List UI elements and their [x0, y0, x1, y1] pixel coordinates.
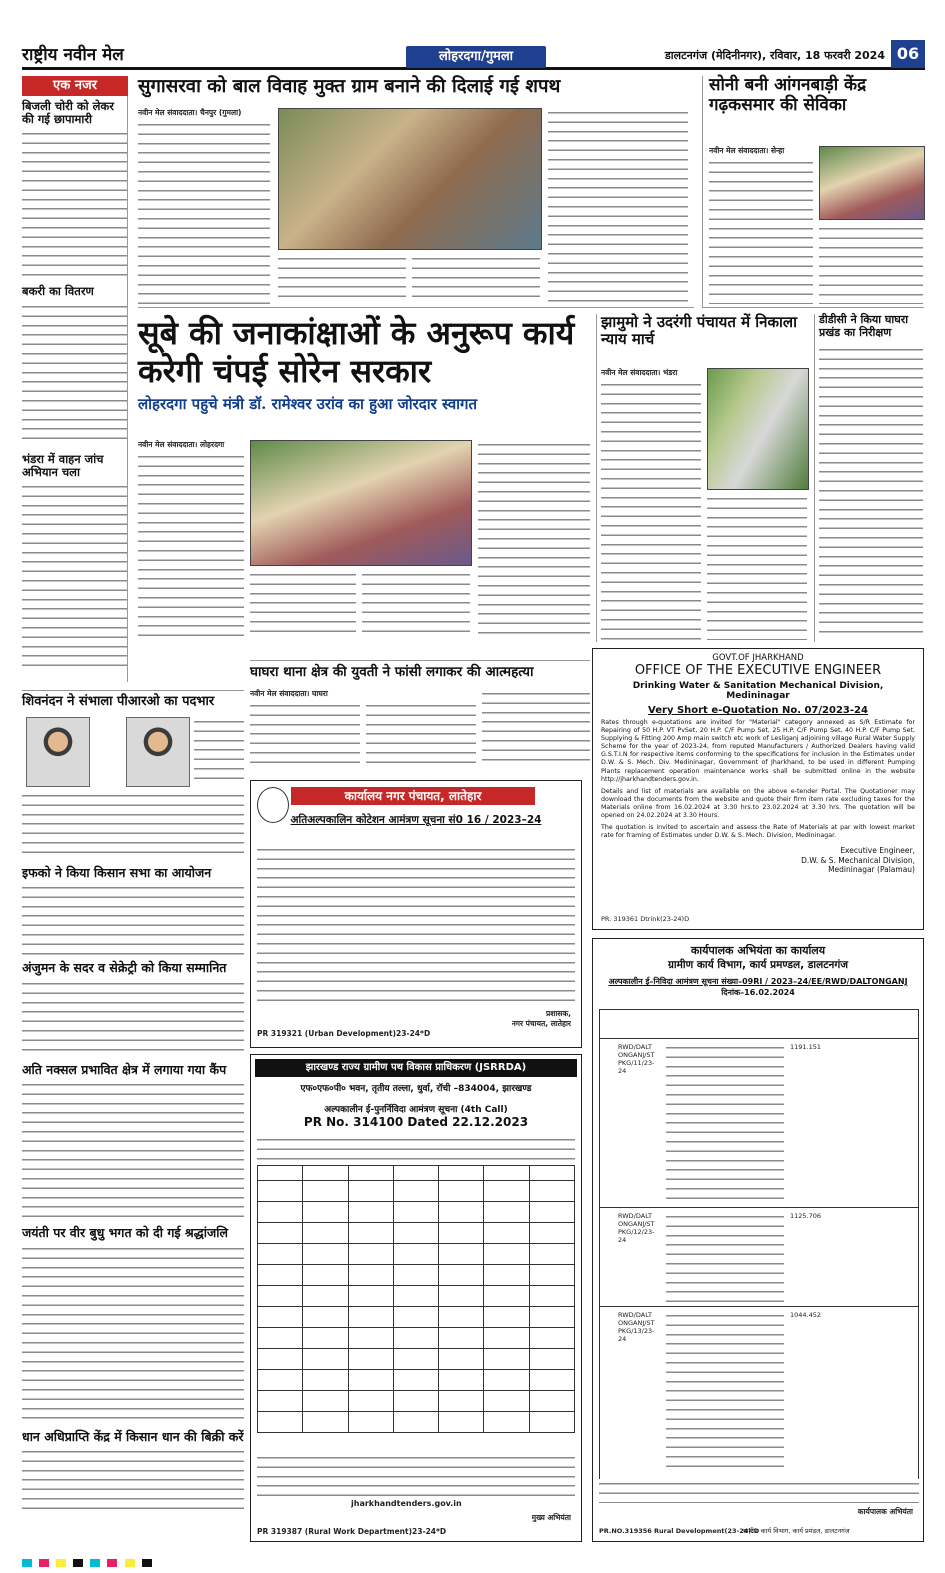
ad-septic-notice: अतिअल्पकालिन कोटेशन आमंत्रण सूचना सं0 16 / 2023–24 [290, 814, 542, 826]
ad-jsrrda-pr: PR 319387 (Rural Work Department)23-24*D [257, 1527, 447, 1536]
ad-body2: Details and list of materials are available on the above e-tender Portal. The Quotationer may download the documents from the website and quote their firm item rate excluding taxes for the Materials online from 16.02.2024 at 3.30 hrs.to 23.02.2024 at 3.30 hrs. The quotation will be opened on 24.02.2024 at 3.30 Hours. [601, 787, 915, 820]
ad-sign3: Medininagar (Palamau) [828, 865, 915, 875]
ad-signature [601, 846, 915, 875]
suicide-byline: नवीन मेल संवाददाता। घाघरा [250, 689, 328, 698]
brief-iffco-body [22, 883, 244, 955]
brief-text-1 [22, 129, 127, 279]
ad-body3: The quotation is invited to ascertain and assess the Rate of Materials at par with lowest market rate for framing of Estimates under D.W. & S. Mech. Division, Medininagar. [601, 824, 915, 840]
pao-portrait-2 [126, 717, 190, 787]
brief-camp-headline: अति नक्सल प्रभावित क्षेत्र में लगाया गया कैंप [22, 1061, 227, 1077]
ad-rwd-title1: कार्यपालक अभियंता का कार्यालय [690, 944, 826, 957]
story-body-col1 [709, 158, 813, 304]
ad-jsrrda [250, 1054, 582, 1542]
brief-iffco-headline: इफको ने किया किसान सभा का आयोजन [22, 865, 212, 880]
magenta-swatch [107, 1559, 117, 1567]
registration-color-bar [22, 1552, 925, 1562]
suicide-body-col2 [366, 701, 476, 763]
story-photo-sevika [819, 146, 925, 220]
story-body-col1 [138, 120, 270, 304]
story-main [138, 314, 590, 642]
brief-headline-3: भंडरा में वाहन जांच अभियान चला [22, 451, 104, 479]
brief-text-2 [22, 302, 127, 447]
main-byline: नवीन मेल संवाददाता। लोहरदगा [138, 440, 225, 449]
ad-septic-signatory2: नगर पंचायत, लातेहार [511, 1019, 571, 1028]
ad-sign2: D.W. & S. Mechanical Division, [801, 855, 915, 865]
ad-rwd-desc-1 [666, 1043, 784, 1203]
ad-govt: GOVT.OF JHARKHAND [712, 653, 804, 663]
march-body-col2 [707, 494, 807, 640]
ad-rwd-terms [599, 1479, 919, 1503]
story-body-col2 [819, 224, 923, 304]
story-photo-villagers [278, 108, 542, 250]
story-pao [22, 690, 244, 860]
ad-office: OFFICE OF THE EXECUTIVE ENGINEER [634, 663, 882, 678]
cyan-swatch [90, 1559, 100, 1567]
left-column [22, 76, 128, 682]
left-lower-briefs [22, 866, 244, 1542]
ad-rwd-amount-1: 1191.151 [790, 1043, 822, 1051]
section-label: लोहरदगा/गुमला [406, 46, 546, 68]
ad-executive-engineer [592, 648, 924, 930]
ad-rwd-signatory2: ग्रामीण कार्य विभाग, कार्य प्रमंडल, डालटनगंज [743, 1527, 850, 1535]
story-headline: सोनी बनी आंगनबाड़ी केंद्र गढ़कसमार की सेविका [709, 75, 867, 115]
ad-rwd-desc-3 [666, 1311, 784, 1475]
pao-body [22, 791, 244, 857]
ad-septic-tank [250, 780, 582, 1048]
ad-septic-signatory: प्रशासक, [546, 1009, 571, 1018]
cyan-swatch [22, 1559, 32, 1567]
ad-rwd-row-2 [599, 1208, 919, 1307]
ad-rwd-amount-2: 1125.706 [790, 1212, 822, 1220]
black-swatch [142, 1559, 152, 1567]
ad-rwd-title2: ग्रामीण कार्य विभाग, कार्य प्रमण्डल, डालटनगंज [667, 959, 849, 971]
ad-jsrrda-table [257, 1165, 575, 1433]
ad-jsrrda-notice: अल्पकालीन ई-पुनर्निविदा आमंत्रण सूचना (4th Call) [324, 1105, 508, 1115]
march-photo-rally [707, 368, 809, 490]
brief-paddy-headline: धान अधिप्राप्ति केंद्र में किसान धान की बिक्री करें [22, 1428, 244, 1444]
ad-septic-body [257, 845, 575, 1007]
emblem-icon [257, 787, 289, 823]
suicide-headline: घाघरा थाना क्षेत्र की युवती ने फांसी लगाकर की आत्महत्या [250, 664, 534, 680]
main-photo-minister [250, 440, 472, 566]
story-child-marriage [138, 76, 694, 308]
story-anganwadi [702, 76, 924, 308]
ad-rwd-code-2: RWD/DALT ONGANJ/ST PKG/12/23-24 [618, 1212, 655, 1244]
ad-jsrrda-title: झारखण्ड राज्य ग्रामीण पथ विकास प्राधिकरण (JSRRDA) [255, 1059, 577, 1077]
brief-camp-body [22, 1080, 244, 1220]
yellow-swatch [56, 1559, 66, 1567]
masthead [22, 40, 925, 70]
brief-headline-2: बकरी का वितरण [22, 284, 94, 299]
ad-rwd-amount-3: 1044.452 [790, 1311, 822, 1319]
story-body-col4 [548, 108, 688, 304]
ad-rwd-pr: PR.NO.319356 Rural Development(23-24):D [599, 1527, 760, 1535]
pao-portrait-1 [26, 717, 90, 787]
main-body-col2 [250, 570, 356, 638]
suicide-body-col1 [250, 701, 360, 763]
pao-headline: शिवनंदन ने संभाला पीआरओ का पदभार [22, 694, 215, 709]
magenta-swatch [39, 1559, 49, 1567]
march-byline: नवीन मेल संवाददाता। भंडरा [601, 368, 678, 377]
main-body-col1 [138, 452, 244, 638]
ad-jsrrda-pr-line: PR No. 314100 Dated 22.12.2023 [303, 1115, 529, 1129]
main-body-col4 [478, 440, 590, 638]
ad-jsrrda-terms [257, 1453, 575, 1497]
brief-paddy-body [22, 1447, 244, 1517]
brief-headline-1: बिजली चोरी को लेकर की गई छापामारी [22, 99, 114, 127]
ad-division: Drinking Water & Sanitation Mechanical Division, Medininagar [632, 681, 884, 701]
story-body-col2 [278, 254, 406, 304]
main-headline: सूबे की जनाकांक्षाओं के अनुरूप कार्य करेगी चंपई सोरेन सरकार [138, 314, 575, 390]
ad-rwd-desc-2 [666, 1212, 784, 1302]
ad-rwd-code-1: RWD/DALT ONGANJ/ST PKG/11/23-24 [618, 1043, 655, 1075]
ad-sign1: Executive Engineer, [840, 846, 915, 856]
story-march [596, 314, 808, 642]
suicide-body-col3 [482, 689, 590, 763]
pao-body-side [194, 717, 244, 785]
main-subheadline: लोहरदगा पहुचे मंत्री डॉ. रामेश्वर उरांव का हुआ जोरदार स्वागत [138, 395, 478, 413]
brief-jayanti-body [22, 1244, 244, 1424]
ad-rwd-notice: अल्पकालीन ई–निविदा आमंत्रण सूचना संख्या–09RI / 2023–24/EE/RWD/DALTONGANJ [608, 977, 908, 986]
ad-jsrrda-signatory: मुख्य अभियंता [531, 1513, 571, 1522]
yellow-swatch [125, 1559, 135, 1567]
ad-body: Rates through e-quotations are invited for "Material" category annexed as S/R Estimate for Repairing of 50 H.P. VT PvSet, 20 H.P. C/F Pump Set, 25 H.P. C/F Pump Set, 40 H.P. C/F Pump Set, Supplying & Fitting 200 Amp main switch etc work of Lesliganj adjoining village Rural Water Supply Scheme for the year of 2023-24, from reputed Manufacturers / Authorized Dealers having valid G.S.T.I.N for respective items conforming to the specifications for inclusion in the Estimates under D.W. & S. Mech. Div. Medininagar, Government of Jharkhand, to be used in different Pumping Plants replacement operation maintenance works shall be submitted online in the website http://jharkhandtenders.gov.in. [601, 719, 915, 783]
ad-rwd-code-3: RWD/DALT ONGANJ/ST PKG/13/23-24 [618, 1311, 655, 1343]
story-byline: नवीन मेल संवाददाता। सेन्हा [709, 146, 785, 155]
story-suicide [250, 660, 590, 770]
story-ddc [814, 314, 924, 642]
main-body-col3 [362, 570, 470, 638]
dateline: डालटनगंज (मेदिनीनगर), रविवार, 18 फरवरी 2024 [664, 49, 885, 62]
ddc-headline: डीडीसी ने किया घाघरा प्रखंड का निरीक्षण [819, 313, 909, 339]
ad-rwd-table-header [599, 1009, 919, 1039]
story-byline: नवीन मेल संवाददाता। चैनपुर (गुमला) [138, 108, 242, 117]
ad-septic-pr: PR 319321 (Urban Development)23-24*D [257, 1029, 431, 1038]
ad-rwd-table [599, 1009, 919, 1480]
ad-rwd-row-3 [599, 1307, 919, 1480]
ad-jsrrda-address: एफ०एफ०पी० भवन, तृतीय तल्ला, धुर्वा, रॉची –834004, झारखण्ड [300, 1084, 532, 1094]
brief-jayanti-headline: जयंती पर वीर बुधु भगत को दी गई श्रद्धांजलि [22, 1225, 228, 1241]
paper-name: राष्ट्रीय नवीन मेल [22, 45, 124, 65]
brief-anjuman-body [22, 979, 244, 1057]
ad-notice: Very Short e-Quotation No. 07/2023-24 [648, 705, 868, 716]
ad-rwd-signatory: कार्यपालक अभियंता [857, 1507, 913, 1516]
ddc-body [819, 345, 923, 635]
ad-jsrrda-intro [257, 1135, 575, 1161]
brief-text-3 [22, 482, 127, 672]
march-body-col1 [601, 380, 701, 640]
ad-rwd-date: दिनांक–16.02.2024 [721, 988, 795, 997]
ad-engineer-pr: PR. 319361 Dtrink(23-24)D [601, 915, 690, 923]
page-number: 06 [891, 40, 925, 68]
ad-rwd-daltonganj [592, 938, 924, 1542]
ad-rwd-row-1 [599, 1039, 919, 1208]
story-headline: सुगासरवा को बाल विवाह मुक्त ग्राम बनाने की दिलाई गई शपथ [138, 76, 561, 97]
ad-jsrrda-website[interactable]: jharkhandtenders.gov.in [351, 1499, 462, 1508]
brief-anjuman-headline: अंजुमन के सदर व सेक्रेट्री को किया सम्मानित [22, 960, 227, 976]
march-headline: झामुमो ने उदरंगी पंचायत में निकाला न्याय मार्च [601, 313, 797, 349]
story-body-col3 [412, 254, 540, 304]
left-column-header: एक नजर [22, 76, 128, 96]
ad-septic-title: कार्यालय नगर पंचायत, लातेहार [291, 787, 535, 805]
black-swatch [73, 1559, 83, 1567]
